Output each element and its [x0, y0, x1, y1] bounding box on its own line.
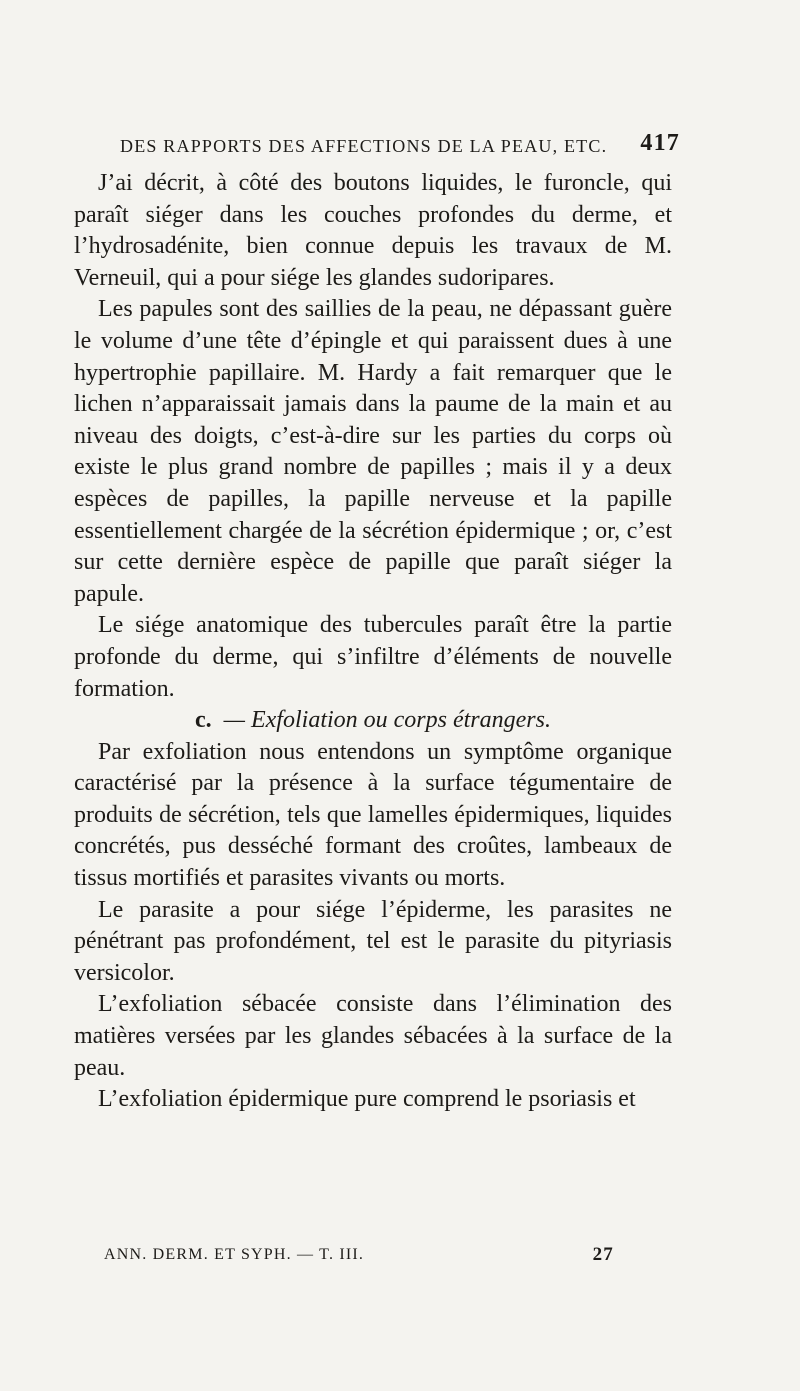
signature-footer — [104, 1244, 614, 1268]
page-body — [74, 168, 672, 1116]
paragraph: Les papules sont des saillies de la peau, ne dépassant guère le volume d’une tête d’épingle et qui paraissent dues à une hypertrophie papillaire. M. Hardy a fait remarquer que le lichen n’apparaissait jamais dans la paume de la main et au niveau des doigts, c’est-à-dire sur les parties du corps où existe le plus grand nombre de papilles ; mais il y a deux espèces de papilles, la papille nerveuse et la papille essentiellement chargée de la sécrétion épidermique ; or, c’est sur cette dernière espèce de papille que paraît siéger la papule. — [74, 296, 672, 607]
running-header — [120, 130, 680, 170]
section-letter: c. — [195, 707, 212, 734]
paragraph: Par exfoliation nous entendons un symptôme organique caractérisé par la présence à la surface tégumentaire de produits de sécrétion, tels que lamelles épidermiques, liquides concrétés, pus desséché formant des croûtes, lambeaux de tissus mortifiés et parasites vivants ou morts. — [74, 738, 672, 892]
paragraph: L’exfoliation épidermique pure comprend le psoriasis et — [98, 1086, 636, 1113]
paragraph: Le parasite a pour siége l’épiderme, les parasites ne pénétrant pas profondément, tel est le parasite du pityriasis versicolor. — [74, 896, 672, 986]
page-number: 417 — [640, 130, 680, 156]
paragraph: Le siége anatomique des tubercules paraît être la partie profonde du derme, qui s’infiltre d’éléments de nouvelle formation. — [74, 612, 672, 702]
section-title: — Exfoliation ou corps étrangers. — [223, 707, 551, 734]
paragraph: L’exfoliation sébacée consiste dans l’élimination des matières versées par les glandes sébacées à la surface de la peau. — [74, 991, 672, 1081]
section-heading — [74, 705, 672, 737]
running-title: DES RAPPORTS DES AFFECTIONS DE LA PEAU, ETC. — [120, 136, 608, 156]
signature-number: 27 — [592, 1244, 614, 1265]
signature-mark: ANN. DERM. ET SYPH. — T. III. — [104, 1246, 365, 1263]
paragraph: J’ai décrit, à côté des boutons liquides, le furoncle, qui paraît siéger dans les couches profondes du derme, et l’hydrosadénite, bien connue depuis les travaux de M. Verneuil, qui a pour siége les glandes sudoripares. — [74, 170, 672, 291]
